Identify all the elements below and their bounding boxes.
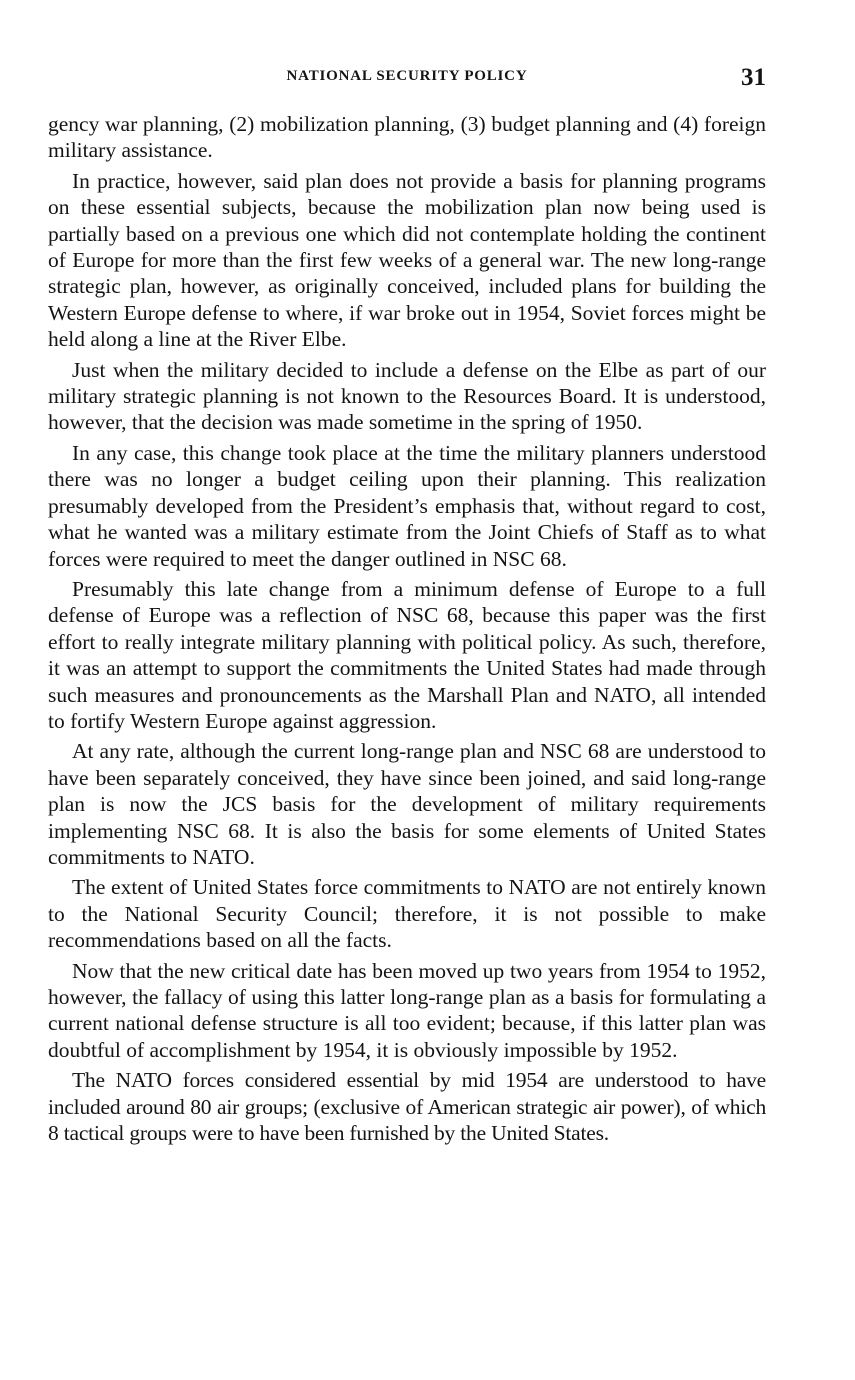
paragraph-1: gency war planning, (2) mobilization planning, (3) budget planning and (4) foreign military assistance. (48, 112, 766, 163)
paragraph-5: Presumably this late change from a minimum defense of Europe to a full defense of Europe was a reflection of NSC 68, because this paper was the first effort to really integrate military planning with political policy. As such, therefore, it was an attempt to support the commitments the United States had made through such measures and pronouncements as the Marshall Plan and NATO, all intended to fortify Western Europe against aggression. (48, 576, 766, 733)
body-text (48, 111, 766, 1150)
paragraph-8: Now that the new critical date has been moved up two years from 1954 to 1952, however, the fallacy of using this latter long-range plan as a basis for formulating a current national defense structure is all too evident; because, if this latter plan was doubtful of accomplishment by 1954, it is obviously impossible by 1952. (48, 958, 766, 1062)
paragraph-2: In practice, however, said plan does not provide a basis for planning programs on these essential subjects, because the mobilization plan now being used is partially based on a previous one which did not contemplate holding the continent of Europe for more than the first few weeks of a general war. The new long-range strategic plan, however, as originally conceived, included plans for building the Western Europe defense to where, if war broke out in 1954, Soviet forces might be held along a line at the River Elbe. (48, 168, 766, 352)
paragraph-6: At any rate, although the current long-range plan and NSC 68 are understood to have been separately conceived, they have since been joined, and said long-range plan is now the JCS basis for the development of military requirements implementing NSC 68. It is also the basis for some elements of United States commitments to NATO. (48, 739, 766, 869)
paragraph-3: Just when the military decided to include a defense on the Elbe as part of our military strategic planning is not known to the Resources Board. It is understood, however, that the decision was made sometime in the spring of 1950. (48, 357, 766, 435)
paragraph-9: The NATO forces considered essential by mid 1954 are understood to have included around 80 air groups; (exclusive of American strategic air power), of which 8 tactical groups were to have been furnished by the United States. (48, 1068, 766, 1146)
page-number: 31 (741, 64, 766, 91)
page-header (48, 64, 766, 94)
paragraph-4: In any case, this change took place at the time the military planners understood there was no longer a budget ceiling upon their planning. This realization presumably developed from the President’s emphasis that, without regard to cost, what he wanted was a military estimate from the Joint Chiefs of Staff as to what forces were required to meet the danger outlined in NSC 68. (48, 440, 766, 571)
paragraph-7: The extent of United States force commitments to NATO are not entirely known to the National Security Council; therefore, it is not possible to make recommendations based on all the facts. (48, 875, 766, 953)
running-head: NATIONAL SECURITY POLICY (286, 68, 528, 84)
